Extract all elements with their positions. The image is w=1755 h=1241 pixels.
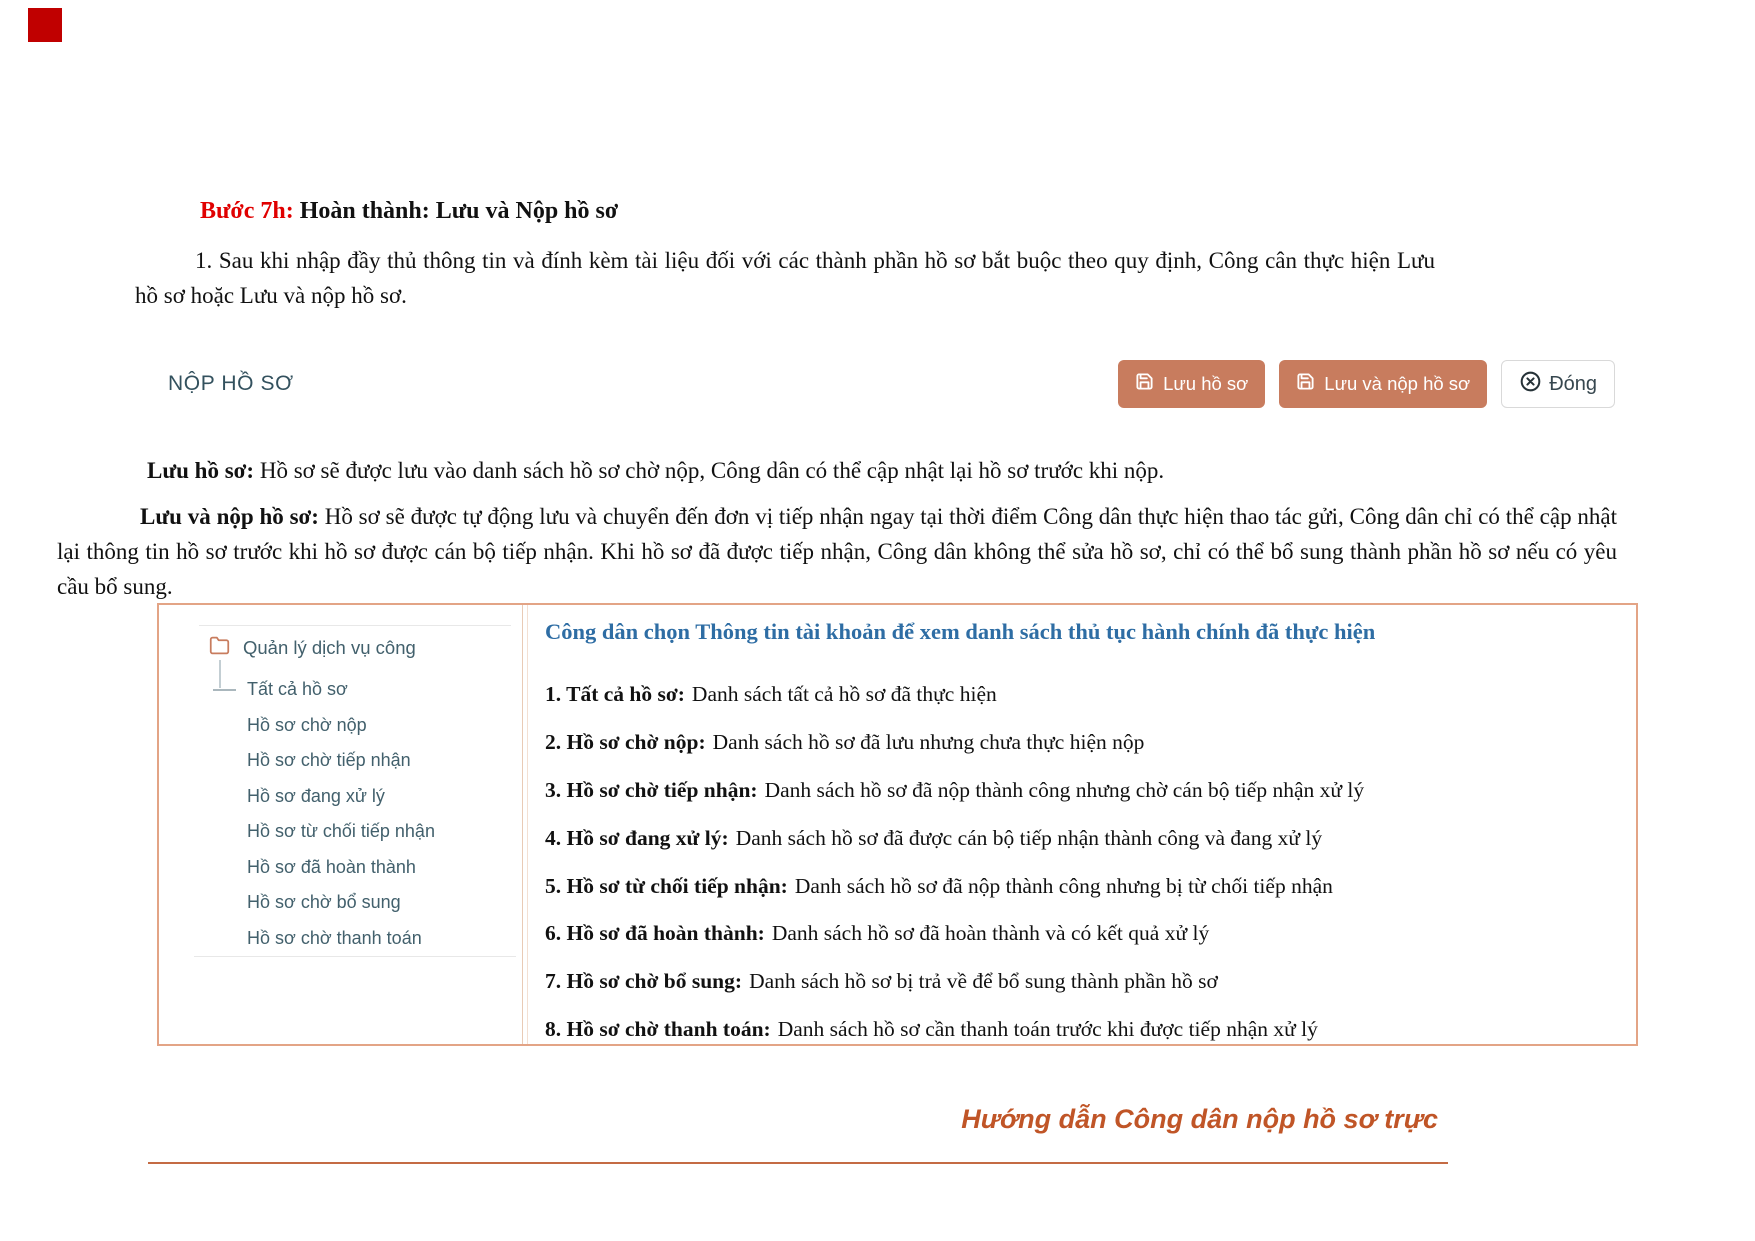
save-and-submit-button-label: Lưu và nộp hồ sơ — [1324, 373, 1471, 394]
list-item — [545, 719, 1364, 767]
item-desc: Danh sách hồ sơ đã nộp thành công nhưng chờ cán bộ tiếp nhận xử lý — [764, 777, 1365, 802]
save-definition: Hồ sơ sẽ được lưu vào danh sách hồ sơ chờ nộp, Công dân có thể cập nhật lại hồ sơ trước khi nộp. — [254, 458, 1165, 483]
item-label: 4. Hồ sơ đang xử lý: — [545, 825, 729, 850]
item-desc: Danh sách hồ sơ đã lưu nhưng chưa thực hiện nộp — [712, 730, 1145, 755]
item-desc: Danh sách hồ sơ cần thanh toán trước khi được tiếp nhận xử lý — [777, 1016, 1318, 1041]
close-button[interactable] — [1501, 360, 1615, 408]
sidebar-item-hoan-thanh[interactable]: Hồ sơ đã hoàn thành — [247, 856, 416, 877]
list-item — [545, 814, 1364, 862]
save-and-submit-button[interactable] — [1279, 360, 1487, 408]
item-label: 3. Hồ sơ chờ tiếp nhận: — [545, 777, 758, 802]
save-icon — [1135, 372, 1154, 396]
folder-icon — [209, 635, 230, 661]
item-desc: Danh sách tất cả hồ sơ đã thực hiện — [691, 682, 997, 707]
sidebar-root-item[interactable] — [209, 635, 416, 661]
list-item — [545, 862, 1364, 910]
sidebar-menu — [247, 672, 435, 956]
save-submit-definition: Hồ sơ sẽ được tự động lưu và chuyển đến đơn vị tiếp nhận ngay tại thời điểm Công dân thực hiện thao tác gửi, Công dân chỉ có thể cập nhật lại thông tin hồ sơ trước khi hồ sơ được cán bộ tiếp nhận. Khi hồ sơ đã được tiếp nhận, Công dân không thể sửa hồ sơ, chỉ có thể bổ sung thành phần hồ sơ nếu có yêu cầu bổ sung. — [57, 504, 1617, 599]
intro-text: 1. Sau khi nhập đầy thủ thông tin và đính kèm tài liệu đối với các thành phần hồ sơ bắt buộc theo quy định, Công cân thực hiện Lưu hồ sơ hoặc Lưu và nộp hồ sơ. — [135, 248, 1435, 308]
item-desc: Danh sách hồ sơ đã được cán bộ tiếp nhận thành công và đang xử lý — [735, 825, 1323, 850]
sidebar-item-cho-thanh-toan[interactable]: Hồ sơ chờ thanh toán — [247, 927, 422, 948]
save-submit-term: Lưu và nộp hồ sơ: — [140, 504, 319, 529]
sidebar-divider — [527, 605, 528, 1044]
item-label: 2. Hồ sơ chờ nộp: — [545, 730, 706, 755]
save-icon — [1296, 372, 1315, 396]
save-button[interactable] — [1118, 360, 1265, 408]
footer-rule — [148, 1162, 1448, 1164]
list-item — [545, 767, 1364, 815]
list-item — [545, 958, 1364, 1006]
item-label: 5. Hồ sơ từ chối tiếp nhận: — [545, 873, 788, 898]
tree-connector-line — [219, 660, 221, 688]
sidebar-root-label: Quản lý dịch vụ công — [243, 637, 416, 658]
panel-title: NỘP HỒ SƠ — [168, 372, 294, 395]
list-item — [545, 671, 1364, 719]
sidebar-divider — [522, 605, 523, 1044]
footer-caption: Hướng dẫn Công dân nộp hồ sơ trực — [961, 1104, 1438, 1134]
list-item — [545, 910, 1364, 958]
sidebar-item-all[interactable]: Tất cả hồ sơ — [247, 679, 348, 700]
sidebar-item-cho-bo-sung[interactable]: Hồ sơ chờ bổ sung — [247, 892, 401, 913]
step-title: Hoàn thành: Lưu và Nộp hồ sơ — [299, 198, 619, 224]
item-desc: Danh sách hồ sơ bị trả về để bổ sung thành phần hồ sơ — [749, 969, 1218, 994]
submit-panel — [140, 358, 1615, 410]
item-label: 8. Hồ sơ chờ thanh toán: — [545, 1016, 771, 1041]
sidebar-bottom-rule — [194, 956, 516, 957]
item-label: 1. Tất cả hồ sơ: — [545, 682, 685, 707]
sidebar-item-cho-tiep-nhan[interactable]: Hồ sơ chờ tiếp nhận — [247, 750, 411, 771]
sidebar-item-dang-xu-ly[interactable]: Hồ sơ đang xử lý — [247, 785, 385, 806]
item-label: 7. Hồ sơ chờ bổ sung: — [545, 969, 743, 994]
screenshot-box — [157, 603, 1638, 1046]
status-definitions-list — [545, 671, 1364, 1053]
step-heading — [200, 198, 618, 225]
close-circle-icon — [1519, 370, 1542, 399]
sidebar-item-cho-nop[interactable]: Hồ sơ chờ nộp — [247, 714, 367, 735]
item-desc: Danh sách hồ sơ đã nộp thành công nhưng bị từ chối tiếp nhận — [794, 873, 1333, 898]
save-button-label: Lưu hồ sơ — [1163, 373, 1249, 394]
sidebar-top-rule — [199, 625, 511, 626]
save-submit-paragraph — [57, 499, 1617, 604]
red-marker — [28, 8, 62, 42]
intro-paragraph — [135, 243, 1435, 313]
save-term: Lưu hồ sơ: — [147, 458, 255, 483]
tree-branch-dash — [213, 689, 236, 691]
save-paragraph — [57, 453, 1617, 488]
box-heading: Công dân chọn Thông tin tài khoản để xem danh sách thủ tục hành chính đã thực hiện — [545, 619, 1376, 644]
close-button-label: Đóng — [1549, 372, 1597, 395]
panel-buttons — [1118, 360, 1615, 408]
list-item — [545, 1006, 1364, 1054]
item-label: 6. Hồ sơ đã hoàn thành: — [545, 921, 765, 946]
step-label: Bước 7h: — [200, 198, 294, 224]
item-desc: Danh sách hồ sơ đã hoàn thành và có kết quả xử lý — [771, 921, 1210, 946]
sidebar-item-tu-choi[interactable]: Hồ sơ từ chối tiếp nhận — [247, 821, 435, 842]
